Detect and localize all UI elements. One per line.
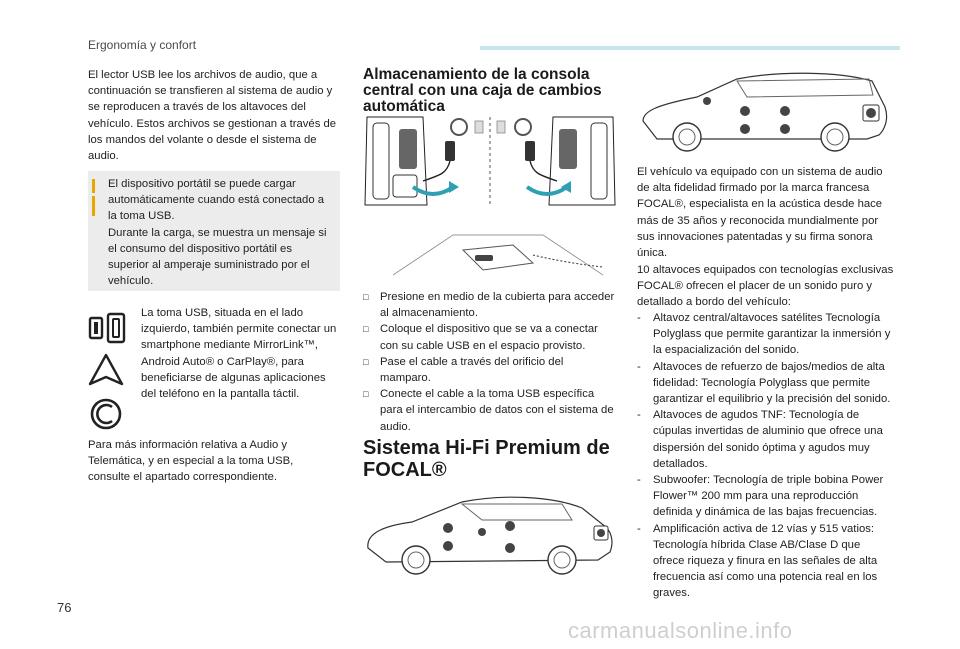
list-item: - Amplificación activa de 12 vías y 515 vatios: Tecnología híbrida Clase AB/Clase D que ofrece riqueza y finura en las señales de alta frecuencia así como una potencia real en los graves. [637,522,878,600]
checkbox-bullet-icon: □ [363,324,369,335]
speakers-intro-paragraph: 10 altavoces equipados con tecnologías exclusivas FOCAL® ofrecen el placer de un sonido puro y detallado a bordo del vehículo: [637,264,894,309]
usb-ports-icon [86,312,130,349]
list-item: □ Coloque el dispositivo que se va a conectar con su cable USB en el espacio provisto. [363,323,598,352]
carplay-icon [88,396,124,437]
list-item: □ Presione en medio de la cubierta para acceder al almacenamiento. [363,291,615,320]
intro-paragraph: El lector USB lee los archivos de audio, que a continuación se transfieren al sistema de audio y se reproducen a través de los altavoces del vehículo. Estos archivos se gestionan a través de los mandos del volante o desde el sistema de audio. [88,69,337,163]
section-heading-storage: Almacenamiento de la consola central con una caja de cambios automática [363,66,602,115]
list-item: - Altavoz central/altavoces satélites Tecnología Polyglass que permite garantizar la inmersión y la espacialización del sonido. [637,312,891,357]
storage-steps-list [363,289,617,435]
checkbox-bullet-icon: □ [363,292,369,302]
watermark: carmanualsonline.info [568,618,793,643]
header-rule [480,46,900,50]
info-note-box [88,171,340,291]
note-line-2: Durante la carga, se muestra un mensaje si el consumo del dispositivo portátil es superior al amperaje suministrado por el vehículo. [108,226,327,288]
android-auto-icon [86,352,126,393]
list-item: □ Pase el cable a través del orificio del mamparo. [363,355,564,385]
list-item: - Subwoofer: Tecnología de triple bobina Power Flower™ 200 mm para una reproducción definida y dinámica de las bajas frecuencias. [637,474,884,519]
info-icon-stem [92,196,95,216]
more-info-paragraph: Para más información relativa a Audio y Telemática, y en especial a la toma USB, consulte el apartado correspondiente. [88,439,294,484]
console-storage-illustration [363,115,617,285]
car-front-speakers-illustration [362,490,616,585]
list-item: - Altavoces de agudos TNF: Tecnología de cúpulas invertidas de aluminio que ofrece una dispersión del sonido óptima y agudos muy detallados. [637,409,883,470]
speaker-features-list [637,310,893,602]
car-rear-speakers-illustration [637,67,891,162]
checkbox-bullet-icon: □ [363,356,369,367]
list-item: - Altavoces de refuerzo de bajos/medios de alta fidelidad: Tecnología Polyglass que permite garantizar el equilibrio y la precisión del sonido. [637,360,891,406]
note-line-1: El dispositivo portátil se puede cargar automáticamente cuando está conectado a la toma USB. [108,178,325,223]
page-number: 76 [57,600,72,615]
checkbox-bullet-icon: □ [363,389,369,400]
list-item: □ Conecte el cable a la toma USB específica para el intercambio de datos con el sistema de audio. [363,388,614,433]
usb-socket-paragraph: La toma USB, situada en el lado izquierdo, también permite conectar un smartphone mediante MirrorLink™, Android Auto® o CarPlay®, para beneficiarse de algunas aplicaciones del teléfono en la pantalla táctil. [141,307,337,401]
section-heading-hifi: Sistema Hi-Fi Premium de FOCAL® [363,437,610,481]
info-icon [92,179,95,193]
hifi-description-paragraph: El vehículo va equipado con un sistema de audio de alta fidelidad firmado por la marca francesa FOCAL®, especialista en la acústica desde hace más de 35 años y reconocida mundialmente por sus innovaciones patentadas y su firma sonora única. [637,166,883,260]
chapter-title: Ergonomía y confort [88,38,197,52]
